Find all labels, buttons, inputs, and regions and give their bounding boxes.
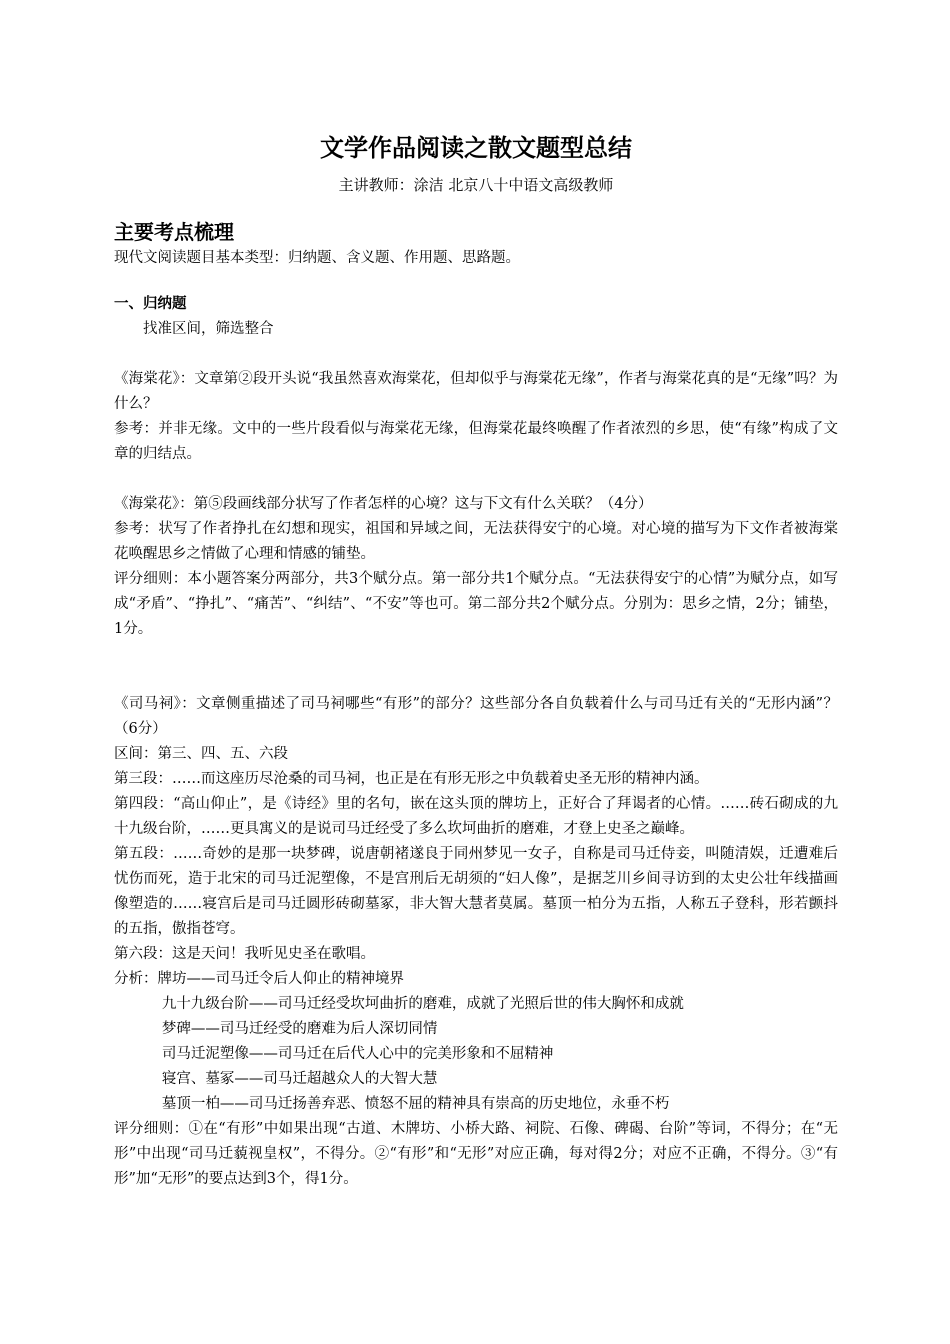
intro-paragraph: 现代文阅读题目基本类型：归纳题、含义题、作用题、思路题。 <box>114 250 520 266</box>
part1-method: 找准区间，筛选整合 <box>143 321 274 337</box>
spacer <box>114 271 838 292</box>
q3-para4: 第四段：“高山仰止”，是《诗经》里的名句，嵌在这头顶的牌坊上，正好合了拜谒者的心情。……砖石砌成的九十九级台阶，……更具寓义的是说司马迁经受了多么坎坷曲折的磨难，才登上史圣之巅峰。 <box>114 796 838 837</box>
q3-para3: 第三段：……而这座历尽沧桑的司马祠，也正是在有形无形之中负载着史圣无形的精神内涵。 <box>114 771 709 787</box>
q2-question: 《海棠花》：第⑤段画线部分状写了作者怎样的心境？这与下文有什么关联？（4分） <box>114 496 653 512</box>
spacer <box>114 342 838 367</box>
q2-answer: 参考：状写了作者挣扎在幻想和现实，祖国和异域之间，无法获得安宁的心境。对心境的描写为下文作者被海棠花唤醒思乡之情做了心理和情感的铺垫。 <box>114 521 838 562</box>
q3-para5: 第五段：……奇妙的是那一块梦碑，说唐朝褚遂良于同州梦见一女子，自称是司马迁侍妾，叫随清娱，迁遭难后忧伤而死，造于北宋的司马迁泥塑像，不是宫刑后无胡须的“妇人像”，是据芝川乡间寻访到的太史公壮年线描画像塑造的……寝宫后是司马迁圆形砖砌墓冢，非大智大慧者莫属。墓顶一柏分为五指，人称五子登科，形若颤抖的五指，傲指苍穹。 <box>114 846 838 937</box>
spacer <box>114 467 838 492</box>
q3-para6: 第六段：这是天问！我听见史圣在歌唱。 <box>114 946 375 962</box>
document-page <box>114 128 838 1192</box>
q3-question: 《司马祠》：文章侧重描述了司马祠哪些“有形”的部分？这些部分各自负载着什么与司马迁有关的“无形内涵”？（6分） <box>114 696 838 737</box>
q3-analysis-item: 司马迁泥塑像——司马迁在后代人心中的完美形象和不屈精神 <box>161 1046 554 1062</box>
document-title: 文学作品阅读之散文题型总结 <box>320 134 632 162</box>
q3-analysis-label: 分析：牌坊——司马迁令后人仰止的精神境界 <box>114 971 404 987</box>
q3-analysis-item: 九十九级台阶——司马迁经受坎坷曲折的磨难，成就了光照后世的伟大胸怀和成就 <box>161 996 684 1012</box>
q1-answer: 参考：并非无缘。文中的一些片段看似与海棠花无缘，但海棠花最终唤醒了作者浓烈的乡思，使“有缘”构成了文章的归结点。 <box>114 421 838 462</box>
q3-analysis-item: 梦碑——司马迁经受的磨难为后人深切同情 <box>161 1021 438 1037</box>
q3-analysis-item: 寝宫、墓冢——司马迁超越众人的大智大慧 <box>161 1071 438 1087</box>
document-subtitle: 主讲教师：涂洁 北京八十中语文高级教师 <box>338 176 614 194</box>
q3-range: 区间：第三、四、五、六段 <box>114 746 288 762</box>
section-heading: 主要考点梳理 <box>114 220 234 244</box>
part1-heading: 一、归纳题 <box>114 296 187 312</box>
q3-analysis-item: 墓顶一柏——司马迁扬善弃恶、愤怒不屈的精神具有崇高的历史地位，永垂不朽 <box>161 1096 670 1112</box>
spacer <box>114 642 838 692</box>
q1-question: 《海棠花》：文章第②段开头说“我虽然喜欢海棠花，但却似乎与海棠花无缘”，作者与海棠花真的是“无缘”吗？为什么？ <box>114 371 838 412</box>
q3-scoring: 评分细则：①在“有形”中如果出现“古道、木牌坊、小桥大路、祠院、石像、碑碣、台阶”等词，不得分；在“无形”中出现“司马迁藐视皇权”，不得分。②“有形”和“无形”对应正确，每对得2分；对应不正确，不得分。③“有形”加“无形”的要点达到3个，得1分。 <box>114 1121 838 1187</box>
q2-scoring: 评分细则：本小题答案分两部分，共3个赋分点。第一部分共1个赋分点。“无法获得安宁的心情”为赋分点，如写成“矛盾”、“挣扎”、“痛苦”、“纠结”、“不安”等也可。第二部分共2个赋分点。分别为：思乡之情，2分；铺垫，1分。 <box>114 571 838 637</box>
